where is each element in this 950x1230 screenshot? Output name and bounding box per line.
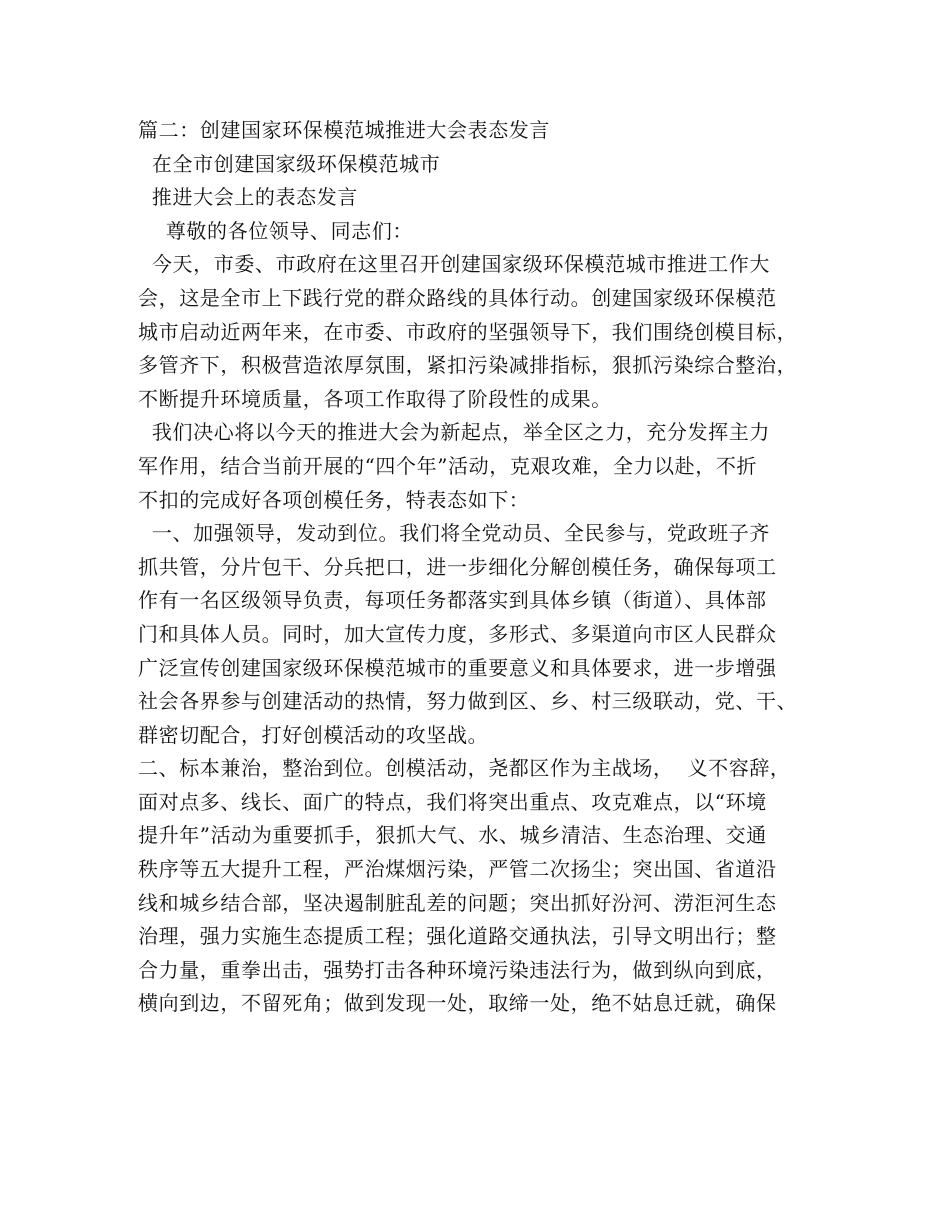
paragraph-line: 门和具体人员。同时，加大宣传力度，多形式、多渠道向市区人民群众: [138, 621, 777, 646]
salutation: 尊敬的各位领导、同志们：: [138, 218, 414, 243]
paragraph-line: 会，这是全市上下践行党的群众路线的具体行动。创建国家级环保模范: [138, 285, 777, 310]
speech-heading-line-1: 在全市创建国家级环保模范城市: [138, 151, 441, 176]
speech-heading-line-2: 推进大会上的表态发言: [138, 185, 358, 210]
paragraph-line: 作有一名区级领导负责，每项任务都落实到具体乡镇（街道）、具体部: [138, 588, 767, 613]
paragraph-line: 不断提升环境质量，各项工作取得了阶段性的成果。: [138, 386, 612, 411]
paragraph-line: 秩序等五大提升工程，严治煤烟污染，严管二次扬尘；突出国、省道沿: [138, 857, 777, 882]
paragraph-line: 二、标本兼治，整治到位。创模活动，尧都区作为主战场， 义不容辞，: [138, 756, 791, 781]
paragraph-line: 横向到边，不留死角；做到发现一处，取缔一处，绝不姑息迁就，确保: [138, 991, 777, 1016]
paragraph-line: 面对点多、线长、面广的特点，我们将突出重点、攻克难点，以“环境: [138, 789, 767, 814]
paragraph-line: 线和城乡结合部，坚决遏制脏乱差的问题；突出抓好汾河、涝洰河生态: [138, 890, 777, 915]
paragraph-line: 提升年”活动为重要抓手，狠抓大气、水、城乡清洁、生态治理、交通: [138, 823, 767, 848]
document-title: 篇二：创建国家环保模范城推进大会表态发言: [138, 118, 550, 142]
paragraph-line: 治理，强力实施生态提质工程；强化道路交通执法，引导文明出行；整: [138, 924, 777, 949]
paragraph-line: 多管齐下，积极营造浓厚氛围，紧扣污染减排指标，狠抓污染综合整治，: [138, 353, 798, 378]
paragraph-line: 军作用，结合当前开展的“四个年”活动，克艰攻难，全力以赴，不折: [138, 453, 758, 478]
paragraph-line: 今天，市委、市政府在这里召开创建国家级环保模范城市推进工作大: [138, 252, 770, 277]
paragraph-line: 一、加强领导，发动到位。我们将全党动员、全民参与，党政班子齐: [138, 521, 770, 546]
paragraph-line: 我们决心将以今天的推进大会为新起点，举全区之力，充分发挥主力: [138, 420, 770, 445]
paragraph-line: 广泛宣传创建国家级环保模范城市的重要意义和具体要求，进一步增强: [138, 655, 777, 680]
paragraph-line: 抓共管，分片包干、分兵把口，进一步细化分解创模任务，确保每项工: [138, 554, 777, 579]
paragraph-line: 群密切配合，打好创模活动的攻坚战。: [138, 722, 489, 747]
paragraph-line: 合力量，重拳出击，强势打击各种环境污染违法行为，做到纵向到底，: [138, 957, 777, 982]
document-body: [138, 114, 838, 1021]
paragraph-line: 不扣的完成好各项创模任务，特表态如下：: [138, 487, 530, 512]
paragraph-line: 社会各界参与创建活动的热情，努力做到区、乡、村三级联动，党、干、: [138, 689, 798, 714]
paragraph-line: 城市启动近两年来，在市委、市政府的坚强领导下，我们围绕创模目标，: [138, 319, 798, 344]
